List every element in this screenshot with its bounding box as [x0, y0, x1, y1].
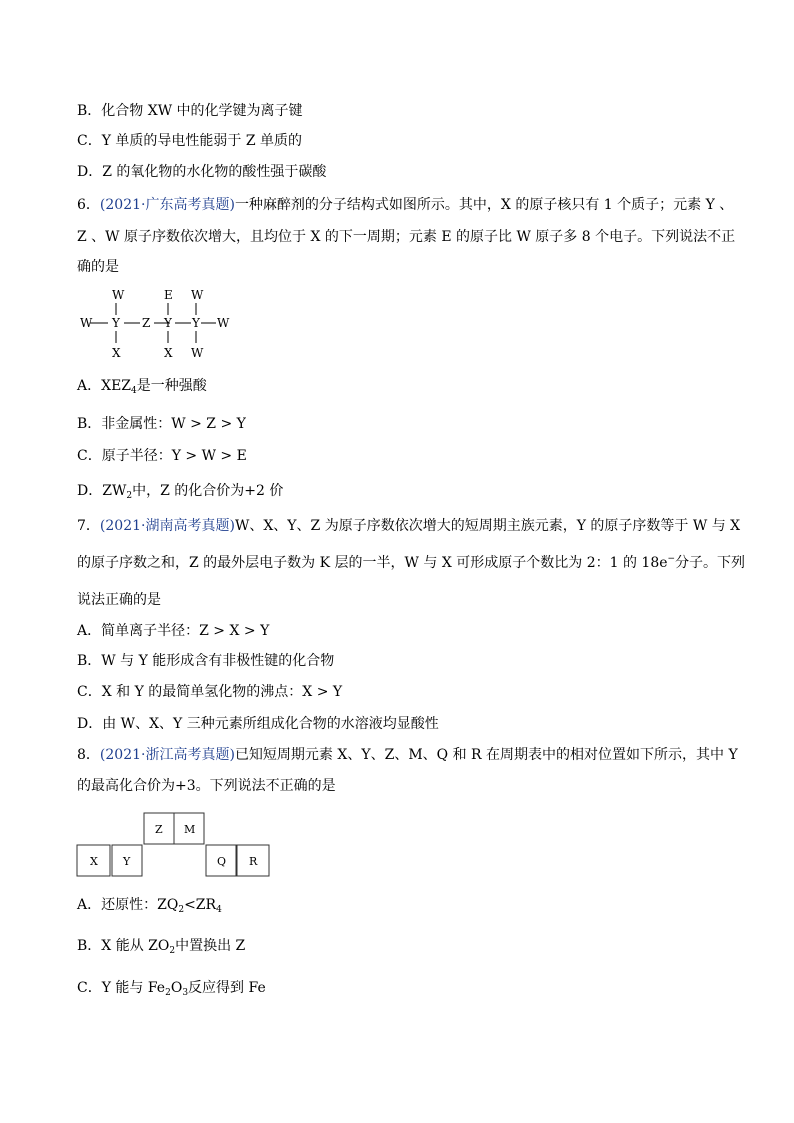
q8-option-a-formula2: <ZR [184, 897, 217, 913]
q7-option-a: A．简单离子半径：Z > X > Y [77, 623, 270, 639]
q5-option-b: B．化合物 XW 中的化学键为离子键 [77, 103, 303, 119]
q8-option-c-label: C．Y 能与 [77, 980, 148, 996]
q7-stem-line1 [77, 516, 740, 536]
q6-option-a-text: 是一种强酸 [136, 378, 207, 394]
mol-atom-y3: Y [192, 316, 200, 330]
mol-atom-y2: Y [164, 316, 172, 330]
q8-option-b-text: 中置换出 Z [175, 938, 246, 954]
q6-option-a [77, 376, 207, 396]
q8-option-b-label: B．X 能从 [77, 938, 149, 954]
ptable-cell-q: Q [217, 855, 227, 868]
q8-option-a-label: A．还原性： [77, 897, 158, 913]
q8-source: (2021·浙江高考真题) [99, 747, 235, 763]
mol-atom-y3-top: W [191, 288, 204, 302]
q6-option-d-formula: ZW [102, 483, 127, 499]
mol-atom-y2-top: E [164, 288, 173, 302]
q8-periodic-table-fragment [76, 812, 272, 878]
q7-stem-text2: 的原子序数之和，Z 的最外层电子数为 K 层的一半，W 与 X 可形成原子个数比为 2：1 的 18e [77, 555, 668, 571]
q7-stem-line3: 说法正确的是 [77, 592, 161, 608]
q6-option-a-subscript: 4 [131, 386, 137, 396]
q8-option-b-formula: ZO [148, 938, 170, 954]
q8-option-b [77, 936, 245, 956]
q8-stem-line1 [77, 745, 738, 765]
q6-source: (2021·广东高考真题) [99, 197, 235, 213]
q6-stem-text1: 一种麻醉剂的分子结构式如图所示。其中，X 的原子核只有 1 个质子；元素 Y 、 [234, 197, 734, 213]
q8-option-a-formula1: ZQ [157, 897, 179, 913]
q8-option-c-formula-o: O [170, 980, 183, 996]
q6-option-b: B．非金属性：W > Z > Y [77, 416, 246, 432]
ptable-cell-r: R [249, 855, 258, 868]
q6-option-a-formula: XEZ [101, 378, 132, 394]
q7-number: 7． [77, 518, 100, 534]
q6-stem-line3: 确的是 [77, 259, 119, 275]
q8-stem-line2: 的最高化合价为+3。下列说法不正确的是 [77, 778, 336, 794]
mol-atom-y2-bottom: X [164, 346, 173, 360]
q8-stem-text1: 已知短周期元素 X、Y、Z、M、Q 和 R 在周期表中的相对位置如下所示，其中 Y [234, 747, 738, 763]
ptable-cell-z: Z [155, 823, 163, 836]
q7-superscript: − [667, 554, 676, 564]
q6-option-d-subscript: 2 [126, 491, 133, 501]
mol-atom-z: Z [142, 316, 151, 330]
q6-structural-formula [78, 285, 238, 365]
mol-atom-w-right: W [217, 316, 230, 330]
q7-option-d: D．由 W、X、Y 三种元素所组成化合物的水溶液均显酸性 [77, 716, 439, 732]
q8-option-c-sub1: 2 [165, 988, 171, 998]
q8-option-c [77, 978, 266, 998]
q8-option-a [77, 895, 222, 915]
q7-stem-text1: W、X、Y、Z 为原子序数依次增大的短周期主族元素，Y 的原子序数等于 W 与 X [234, 518, 741, 534]
q7-stem-line2 [77, 553, 745, 573]
q6-number: 6． [77, 197, 100, 213]
mol-atom-y1: Y [112, 316, 120, 330]
q6-option-a-label: A． [77, 378, 102, 394]
q6-option-d [77, 481, 283, 501]
mol-atom-y3-bottom: W [191, 346, 204, 360]
q6-stem-line1 [77, 195, 733, 215]
q5-option-d: D．Z 的氧化物的水化物的酸性强于碳酸 [77, 164, 327, 180]
q6-option-d-label: D． [77, 483, 103, 499]
mol-atom-y1-top: W [112, 288, 125, 302]
mol-atom-y1-bottom: X [112, 346, 121, 360]
q5-option-c: C．Y 单质的导电性能弱于 Z 单质的 [77, 133, 303, 149]
mol-atom-w-left: W [80, 316, 93, 330]
q8-option-c-text: 反应得到 Fe [188, 980, 266, 996]
q8-option-b-sub: 2 [169, 946, 176, 956]
q8-option-c-formula-fe: Fe [147, 980, 166, 996]
q6-option-c: C．原子半径：Y > W > E [77, 448, 247, 464]
ptable-cell-x: X [90, 855, 98, 868]
q7-option-b: B．W 与 Y 能形成含有非极性键的化合物 [77, 653, 335, 669]
q8-option-c-sub2: 3 [182, 988, 189, 998]
q7-stem-text2b: 分子。下列 [675, 555, 746, 571]
q7-source: (2021·湖南高考真题) [99, 518, 235, 534]
ptable-cell-m: M [184, 823, 196, 836]
q8-option-a-sub2: 4 [216, 905, 222, 915]
q6-stem-line2: Z 、W 原子序数依次增大，且均位于 X 的下一周期；元素 E 的原子比 W 原子多 8 个电子。下列说法不正 [77, 229, 736, 245]
ptable-cell-y: Y [123, 855, 131, 868]
q8-option-a-sub1: 2 [178, 905, 185, 915]
q7-option-c: C．X 和 Y 的最简单氢化物的沸点：X > Y [77, 684, 343, 700]
q6-option-d-text: 中，Z 的化合价为+2 价 [132, 483, 284, 499]
q8-number: 8． [77, 747, 100, 763]
